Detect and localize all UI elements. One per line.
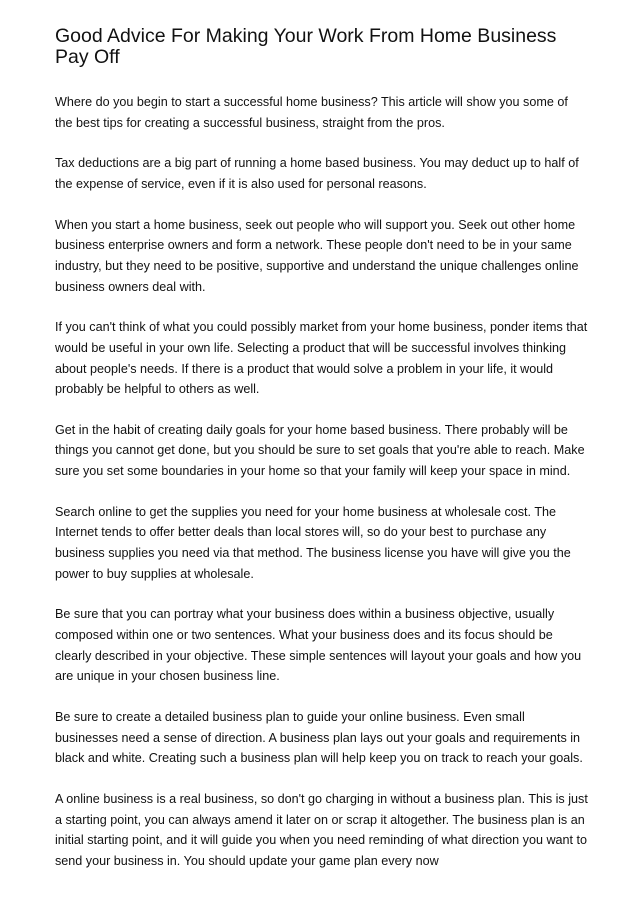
- document-title: Good Advice For Making Your Work From Home Business Pay Off: [55, 25, 557, 68]
- paragraph-9: A online business is a real business, so don't go charging in without a business plan. This is just a starting point, you can always amend it later on or scrap it altogether. The business plan is an initial starting point, and it will guide you when you need reminding of what direction you want to send your business in. You should update your game plan every now: [55, 791, 588, 868]
- paragraph-3: When you start a home business, seek out people who will support you. Seek out other home business enterprise owners and form a network. These people don't need to be in your same industry, but they need to be positive, supportive and understand the unique challenges online business owners deal with.: [55, 217, 579, 294]
- paragraph-4: If you can't think of what you could possibly market from your home business, ponder items that would be useful in your own life. Selecting a product that will be successful involves thinking about people's needs. If there is a product that would solve a problem in your life, it would probably be helpful to others as well.: [55, 320, 588, 397]
- paragraph-1: Where do you begin to start a successful home business? This article will show you some of the best tips for creating a successful business, straight from the pros.: [55, 95, 568, 130]
- paragraph-2: Tax deductions are a big part of running a home based business. You may deduct up to half of the expense of service, even if it is also used for personal reasons.: [55, 156, 579, 191]
- paragraph-5: Get in the habit of creating daily goals for your home based business. There probably will be things you cannot get done, but you should be sure to set goals that you're able to reach. Make sure you set some boundaries in your home so that your family will keep your space in mind.: [55, 422, 585, 479]
- paragraph-7: Be sure that you can portray what your business does within a business objective, usually composed within one or two sentences. What your business does and its focus should be clearly described in your objective. These simple sentences will layout your goals and how you are unique in your chosen business line.: [55, 607, 582, 684]
- paragraph-6: Search online to get the supplies you need for your home business at wholesale cost. The Internet tends to offer better deals than local stores will, so do your best to purchase any business supplies you need via that method. The business license you have will give you the power to buy supplies at wholesale.: [55, 504, 571, 581]
- paragraph-8: Be sure to create a detailed business plan to guide your online business. Even small businesses need a sense of direction. A business plan lays out your goals and requirements in black and white. Creating such a business plan will help keep you on track to reach your goals.: [55, 709, 583, 766]
